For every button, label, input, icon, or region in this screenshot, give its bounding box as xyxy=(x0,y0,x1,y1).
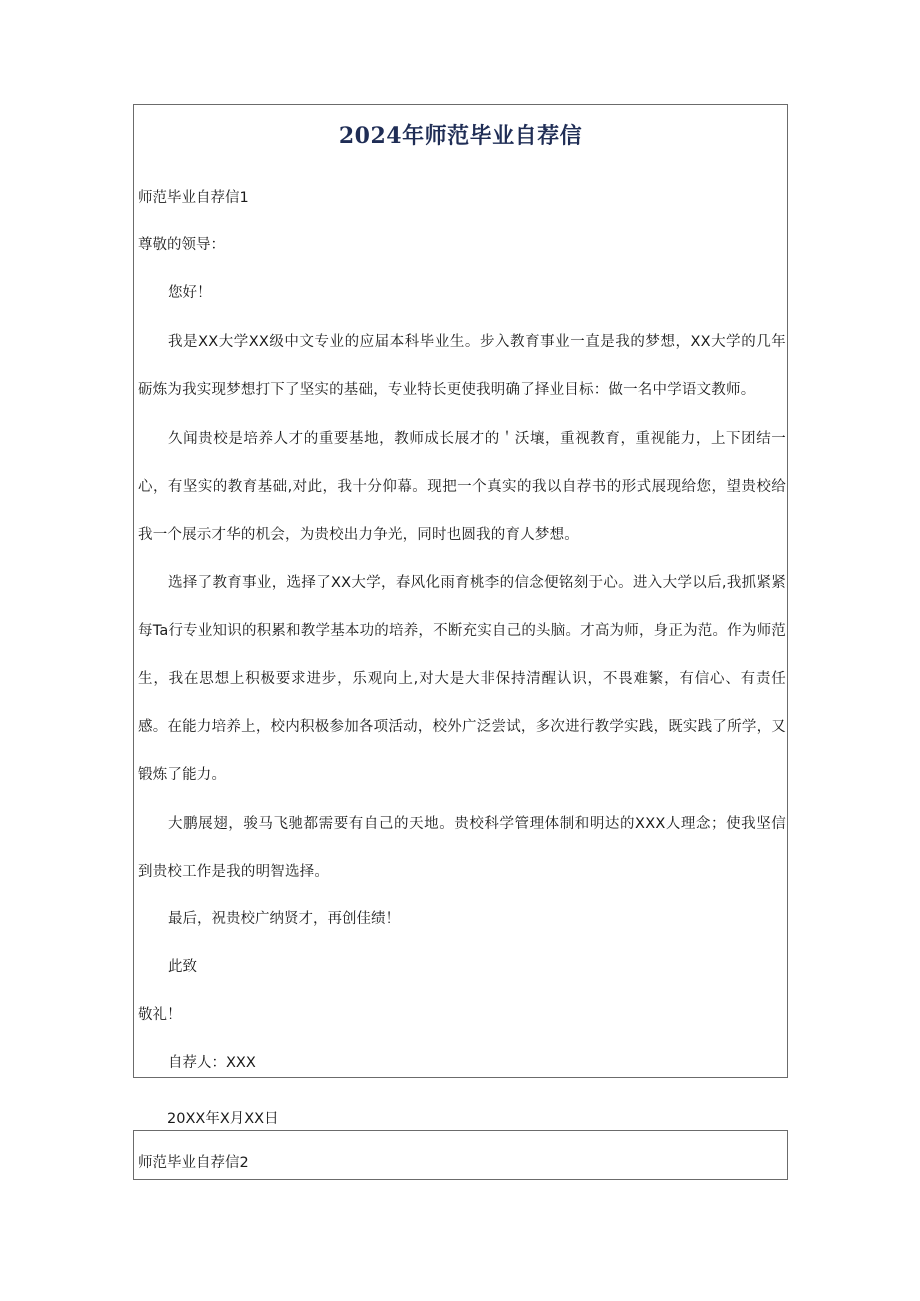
letter2-heading: 师范毕业自荐信2 xyxy=(138,1155,249,1171)
paragraph-2: 久闻贵校是培养人才的重要基地，教师成长展才的＇沃壤，重视教育，重视能力，上下团结一心，有坚实的教育基础,对此，我十分仰幕。现把一个真实的我以自荐书的形式展现给您，望贵校给我一个展示才华的机会，为贵校出力争光，同时也圆我的育人梦想。 xyxy=(138,431,786,543)
letter-frame xyxy=(133,104,788,1078)
document-title: 2024年师范毕业自荐信 xyxy=(338,123,583,149)
closing-wish: 最后，祝贵校广纳贤才，再创佳绩！ xyxy=(168,911,400,927)
closing-cizhi: 此致 xyxy=(168,959,197,975)
closing-jingli: 敬礼！ xyxy=(138,1007,182,1023)
letter-date: 20XX年X月XX日 xyxy=(167,1111,279,1127)
letter1-heading: 师范毕业自荐信1 xyxy=(138,190,249,206)
paragraph-3: 选择了教育事业，选择了XX大学，春风化雨育桃李的信念便铭刻于心。进入大学以后,我抓紧紧每Ta行专业知识的积累和教学基本功的培养，不断充实自己的头脑。才高为师，身正为范。作为师范生，我在思想上积极要求进步，乐观向上,对大是大非保持清醒认识，不畏难繁，有信心、有责任感。在能力培养上，校内积极参加各项活动，校外广泛尝试，多次进行教学实践，既实践了所学，又锻炼了能力。 xyxy=(138,575,786,783)
greeting: 您好！ xyxy=(168,285,212,301)
paragraph-1: 我是XX大学XX级中文专业的应届本科毕业生。步入教育事业一直是我的梦想，XX大学的几年砺炼为我实现梦想打下了坚实的基础，专业特长更使我明确了择业目标：做一名中学语文教师。 xyxy=(138,334,786,398)
letter2-frame xyxy=(133,1130,788,1180)
signer: 自荐人：XXX xyxy=(168,1055,256,1071)
salutation: 尊敬的领导： xyxy=(138,237,225,253)
paragraph-4: 大鹏展翅，骏马飞驰都需要有自己的天地。贵校科学管理体制和明达的XXX人理念；使我坚信到贵校工作是我的明智选择。 xyxy=(138,816,786,880)
